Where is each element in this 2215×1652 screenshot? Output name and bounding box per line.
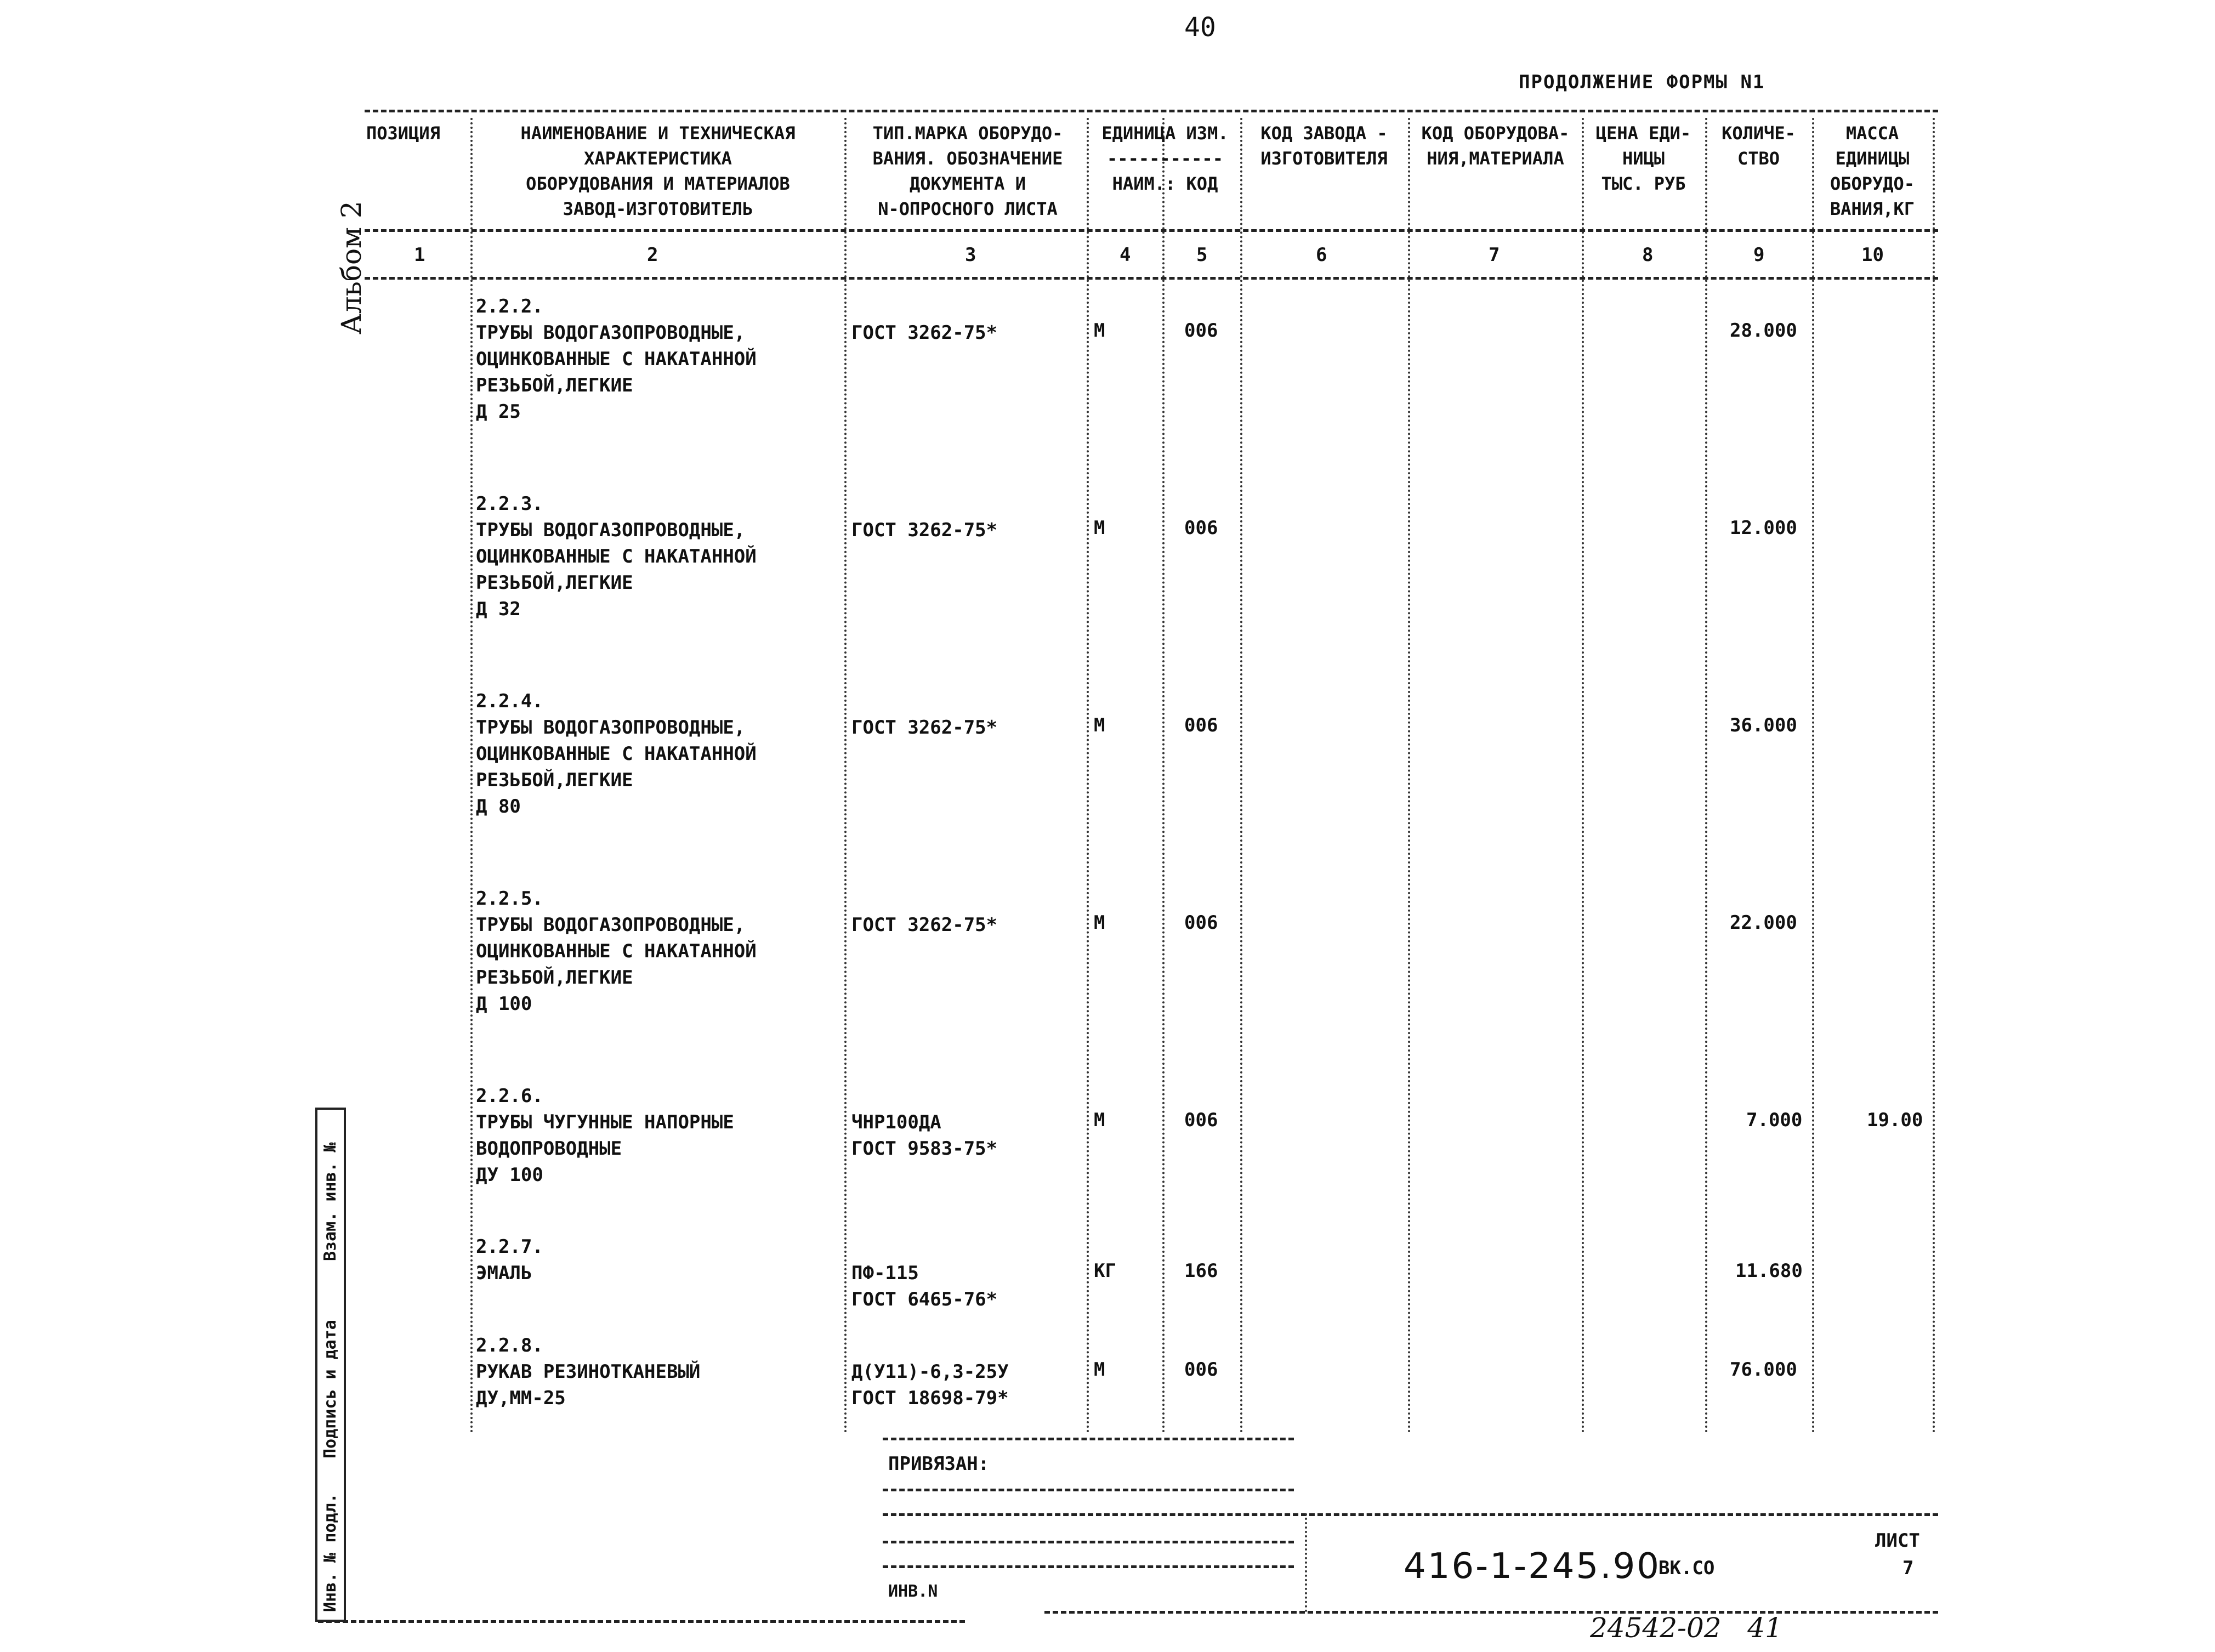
footer-rule-5 — [883, 1565, 1294, 1568]
row-code: 006 — [1184, 320, 1218, 342]
row-unit: М — [1094, 320, 1105, 342]
col-sep-3 — [1087, 118, 1089, 1434]
inv-label: ИНВ.N — [888, 1582, 938, 1601]
row-document: ГОСТ 3262-75* — [851, 322, 998, 344]
row-document: ЧНР100ДА ГОСТ 9583-75* — [851, 1111, 998, 1160]
colnum-9: 9 — [1753, 244, 1765, 266]
colnum-6: 6 — [1316, 244, 1327, 266]
footer-vline — [1305, 1513, 1307, 1612]
colnum-4: 4 — [1120, 244, 1131, 266]
col-sep-7 — [1582, 118, 1584, 1434]
header-col7: КОД ОБОРУДОВА- НИЯ,МАТЕРИАЛА — [1421, 123, 1570, 169]
footer-rule-left — [318, 1620, 965, 1623]
handwritten-note: 24542-02 41 — [1590, 1612, 1782, 1644]
row-code: 006 — [1184, 1109, 1218, 1131]
col-sep-10 — [1933, 118, 1935, 1434]
row-document: ГОСТ 3262-75* — [851, 717, 998, 739]
colnum-8: 8 — [1642, 244, 1654, 266]
side-stamp-replace: Взам. инв. № — [321, 1142, 340, 1261]
rule-header-bottom — [365, 229, 1938, 232]
col-sep-9 — [1812, 118, 1814, 1434]
colnum-3: 3 — [965, 244, 976, 266]
row-unit: КГ — [1094, 1260, 1116, 1282]
rule-colnum-bottom — [365, 277, 1938, 280]
row-document: ПФ-115 ГОСТ 6465-76* — [851, 1262, 998, 1310]
col-sep-8 — [1705, 118, 1707, 1434]
row-unit: М — [1094, 912, 1105, 934]
row-quantity: 28.000 — [1730, 320, 1797, 342]
row-quantity: 76.000 — [1730, 1359, 1797, 1381]
row-description: 2.2.3. ТРУБЫ ВОДОГАЗОПРОВОДНЫЕ, ОЦИНКОВАННЫЕ С НАКАТАННОЙ РЕЗЬБОЙ,ЛЕГКИЕ Д 32 — [476, 493, 757, 620]
row-code: 006 — [1184, 912, 1218, 934]
colnum-7: 7 — [1489, 244, 1500, 266]
header-col10: МАССА ЕДИНИЦЫ ОБОРУДО- ВАНИЯ,КГ — [1830, 123, 1915, 219]
row-document: ГОСТ 3262-75* — [851, 914, 998, 936]
side-stamp-inv: Инв. № подл. — [321, 1493, 340, 1612]
rule-top — [365, 110, 1938, 112]
row-code: 006 — [1184, 714, 1218, 736]
col-sep-4 — [1162, 118, 1165, 1434]
colnum-1: 1 — [414, 244, 425, 266]
header-col8: ЦЕНА ЕДИ- НИЦЫ ТЫС. РУБ — [1595, 123, 1691, 194]
form-title: ПРОДОЛЖЕНИЕ ФОРМЫ N1 — [1519, 71, 1765, 93]
row-unit: М — [1094, 1359, 1105, 1381]
row-description: 2.2.8. РУКАВ РЕЗИНОТКАНЕВЫЙ ДУ,ММ-25 — [476, 1335, 701, 1409]
row-unit: М — [1094, 1109, 1105, 1131]
sheet-label: ЛИСТ — [1875, 1530, 1920, 1552]
header-col9: КОЛИЧЕ- СТВО — [1722, 123, 1796, 169]
document-code: 416-1-245.90 — [1404, 1546, 1661, 1587]
side-stamp-sign: Подпись и дата — [321, 1320, 340, 1458]
col-sep-5 — [1240, 118, 1242, 1434]
footer-rule-2 — [883, 1489, 1294, 1491]
row-document: Д(У11)-6,3-25У ГОСТ 18698-79* — [851, 1361, 1009, 1409]
row-quantity: 36.000 — [1730, 714, 1797, 736]
page-number: 40 — [1184, 12, 1216, 43]
colnum-10: 10 — [1861, 244, 1884, 266]
sheet-number: 7 — [1902, 1557, 1914, 1579]
colnum-2: 2 — [647, 244, 658, 266]
footer-rule-6 — [1044, 1611, 1938, 1614]
row-quantity: 11.680 — [1735, 1260, 1803, 1282]
album-label: Альбом 2 — [336, 201, 367, 334]
header-col2: НАИМЕНОВАНИЕ И ТЕХНИЧЕСКАЯ ХАРАКТЕРИСТИКА ОБОРУДОВАНИЯ И МАТЕРИАЛОВ ЗАВОД-ИЗГОТОВИТЕЛЬ — [520, 123, 796, 219]
row-unit: М — [1094, 517, 1105, 539]
row-code: 006 — [1184, 1359, 1218, 1381]
col-sep-1 — [470, 118, 473, 1434]
row-quantity: 7.000 — [1746, 1109, 1803, 1131]
row-code: 166 — [1184, 1260, 1218, 1282]
col-sep-2 — [844, 118, 847, 1434]
colnum-5: 5 — [1196, 244, 1208, 266]
header-col45: ЕДИНИЦА ИЗМ. ----------- НАИМ.: КОД — [1101, 123, 1229, 194]
row-code: 006 — [1184, 517, 1218, 539]
row-description: 2.2.5. ТРУБЫ ВОДОГАЗОПРОВОДНЫЕ, ОЦИНКОВАННЫЕ С НАКАТАННОЙ РЕЗЬБОЙ,ЛЕГКИЕ Д 100 — [476, 888, 757, 1015]
header-col3: ТИП.МАРКА ОБОРУДО- ВАНИЯ. ОБОЗНАЧЕНИЕ ДОКУМЕНТА И N-ОПРОСНОГО ЛИСТА — [872, 123, 1063, 219]
row-unit: М — [1094, 714, 1105, 736]
header-col6: КОД ЗАВОДА - ИЗГОТОВИТЕЛЯ — [1260, 123, 1388, 169]
row-description: 2.2.6. ТРУБЫ ЧУГУННЫЕ НАПОРНЫЕ ВОДОПРОВОДНЫЕ ДУ 100 — [476, 1085, 734, 1186]
row-quantity: 22.000 — [1730, 912, 1797, 934]
row-mass: 19.00 — [1867, 1109, 1923, 1131]
row-document: ГОСТ 3262-75* — [851, 519, 998, 541]
footer-rule-4 — [883, 1541, 1294, 1543]
document-suffix: ВК.СО — [1659, 1557, 1715, 1579]
row-quantity: 12.000 — [1730, 517, 1797, 539]
bound-label: ПРИВЯЗАН: — [888, 1453, 990, 1475]
row-description: 2.2.7. ЭМАЛЬ — [476, 1236, 543, 1284]
footer-rule-3 — [883, 1513, 1938, 1516]
col-sep-6 — [1408, 118, 1410, 1434]
header-col1: ПОЗИЦИЯ — [366, 123, 440, 144]
footer-rule-1 — [883, 1438, 1294, 1440]
row-description: 2.2.4. ТРУБЫ ВОДОГАЗОПРОВОДНЫЕ, ОЦИНКОВАННЫЕ С НАКАТАННОЙ РЕЗЬБОЙ,ЛЕГКИЕ Д 80 — [476, 690, 757, 818]
row-description: 2.2.2. ТРУБЫ ВОДОГАЗОПРОВОДНЫЕ, ОЦИНКОВАННЫЕ С НАКАТАННОЙ РЕЗЬБОЙ,ЛЕГКИЕ Д 25 — [476, 296, 757, 423]
